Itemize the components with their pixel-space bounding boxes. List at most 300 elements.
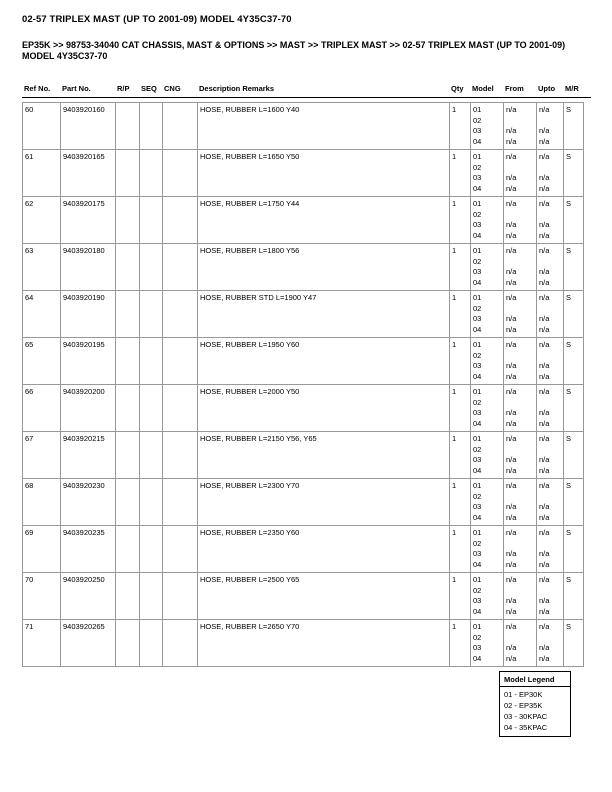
from-cell-line: n/a (506, 136, 517, 146)
from-cell-line: n/a (506, 126, 517, 135)
from-cell-line (506, 633, 535, 644)
upto-cell-line: n/a (539, 528, 550, 537)
upto-cell (537, 573, 564, 620)
ref-no-cell: 64 (23, 291, 61, 338)
upto-cell-line: n/a (539, 105, 550, 114)
from-cell-line: n/a (506, 559, 517, 569)
model-cell-line: 03 (473, 596, 482, 605)
from-cell-line: n/a (506, 314, 517, 323)
from-cell-line: n/a (506, 293, 517, 302)
ref-no-cell: 62 (23, 197, 61, 244)
from-cell-line: n/a (506, 277, 517, 287)
from-cell (504, 244, 537, 291)
from-cell-line (506, 445, 535, 456)
model-cell-line: 04 (473, 653, 482, 663)
model-cell-line: 01 (473, 340, 482, 349)
model-cell-line: 02 (473, 350, 482, 360)
model-cell-line: 04 (473, 277, 482, 287)
model-cell-line: 01 (473, 199, 482, 208)
upto-cell-line: n/a (539, 371, 550, 381)
mr-cell: S (564, 244, 584, 291)
upto-cell-line: n/a (539, 183, 550, 193)
table-row (23, 244, 584, 291)
model-cell (471, 338, 504, 385)
cng-cell (163, 338, 198, 385)
table-row (23, 338, 584, 385)
mr-cell: S (564, 103, 584, 150)
part-no-cell: 9403920175 (61, 197, 116, 244)
upto-cell-line: n/a (539, 418, 550, 428)
model-cell-line: 04 (473, 465, 482, 475)
rp-cell (116, 479, 140, 526)
qty-cell: 1 (450, 573, 471, 620)
upto-cell-line: n/a (539, 220, 550, 229)
upto-cell (537, 526, 564, 573)
upto-cell-line: n/a (539, 246, 550, 255)
model-cell-line: 01 (473, 434, 482, 443)
seq-cell (140, 244, 163, 291)
mr-cell: S (564, 526, 584, 573)
upto-cell-line: n/a (539, 653, 550, 663)
table-row (23, 385, 584, 432)
part-no-cell: 9403920165 (61, 150, 116, 197)
col-header-upto: Upto (538, 84, 556, 93)
col-header-qty: Qty (451, 84, 464, 93)
rp-cell (116, 103, 140, 150)
from-cell-line (506, 398, 535, 409)
cng-cell (163, 291, 198, 338)
model-cell-line: 02 (473, 632, 482, 642)
ref-no-cell: 71 (23, 620, 61, 667)
upto-cell-line: n/a (539, 434, 550, 443)
mr-cell: S (564, 385, 584, 432)
model-cell-line: 02 (473, 303, 482, 313)
model-cell (471, 526, 504, 573)
from-cell-line: n/a (506, 183, 517, 193)
model-cell-line: 01 (473, 481, 482, 490)
model-cell-line: 02 (473, 538, 482, 548)
from-cell-line (506, 351, 535, 362)
ref-no-cell: 63 (23, 244, 61, 291)
from-cell (504, 479, 537, 526)
upto-cell-line: n/a (539, 314, 550, 323)
from-cell-line: n/a (506, 575, 517, 584)
legend-item-03: 03 - 30KPAC (504, 712, 548, 721)
rp-cell (116, 291, 140, 338)
model-legend-title: Model Legend (500, 672, 570, 687)
mr-cell: S (564, 432, 584, 479)
part-no-cell: 9403920190 (61, 291, 116, 338)
from-cell (504, 620, 537, 667)
ref-no-cell: 60 (23, 103, 61, 150)
model-cell-line: 01 (473, 575, 482, 584)
model-cell (471, 103, 504, 150)
ref-no-cell: 67 (23, 432, 61, 479)
seq-cell (140, 150, 163, 197)
model-cell (471, 197, 504, 244)
from-cell-line: n/a (506, 324, 517, 334)
upto-cell-line: n/a (539, 606, 550, 616)
model-cell-line: 02 (473, 256, 482, 266)
model-legend (499, 671, 571, 737)
upto-cell (537, 620, 564, 667)
model-cell-line: 01 (473, 293, 482, 302)
from-cell-line: n/a (506, 230, 517, 240)
model-cell-line: 03 (473, 361, 482, 370)
from-cell-line: n/a (506, 246, 517, 255)
upto-cell-line: n/a (539, 408, 550, 417)
from-cell-line (506, 539, 535, 550)
model-cell-line: 01 (473, 387, 482, 396)
upto-cell-line: n/a (539, 455, 550, 464)
part-no-cell: 9403920265 (61, 620, 116, 667)
model-cell-line: 03 (473, 314, 482, 323)
seq-cell (140, 103, 163, 150)
from-cell-line: n/a (506, 549, 517, 558)
upto-cell (537, 338, 564, 385)
rp-cell (116, 338, 140, 385)
parts-table-area (22, 84, 591, 667)
qty-cell: 1 (450, 103, 471, 150)
description-cell: HOSE, RUBBER L=2300 Y70 (198, 479, 450, 526)
rp-cell (116, 573, 140, 620)
from-cell-line: n/a (506, 622, 517, 631)
part-no-cell: 9403920235 (61, 526, 116, 573)
rp-cell (116, 620, 140, 667)
legend-item-01: 01 - EP30K (504, 690, 543, 699)
from-cell-line: n/a (506, 643, 517, 652)
mr-cell: S (564, 620, 584, 667)
rp-cell (116, 244, 140, 291)
from-cell-line: n/a (506, 502, 517, 511)
cng-cell (163, 244, 198, 291)
model-cell-line: 01 (473, 622, 482, 631)
model-cell (471, 385, 504, 432)
table-row (23, 103, 584, 150)
upto-cell-line: n/a (539, 340, 550, 349)
model-legend-items (500, 687, 570, 736)
part-no-cell: 9403920250 (61, 573, 116, 620)
model-cell-line: 04 (473, 606, 482, 616)
ref-no-cell: 69 (23, 526, 61, 573)
model-cell (471, 620, 504, 667)
from-cell (504, 432, 537, 479)
rp-cell (116, 150, 140, 197)
upto-cell-line (539, 116, 562, 127)
model-cell-line: 04 (473, 512, 482, 522)
model-cell-line: 03 (473, 267, 482, 276)
parts-table-header (22, 84, 583, 94)
from-cell-line (506, 116, 535, 127)
model-cell-line: 03 (473, 173, 482, 182)
qty-cell: 1 (450, 244, 471, 291)
model-cell-line: 02 (473, 397, 482, 407)
upto-cell (537, 150, 564, 197)
parts-table (22, 102, 584, 667)
qty-cell: 1 (450, 197, 471, 244)
from-cell-line: n/a (506, 455, 517, 464)
model-cell (471, 244, 504, 291)
model-cell-line: 01 (473, 528, 482, 537)
description-cell: HOSE, RUBBER STD L=1900 Y47 (198, 291, 450, 338)
from-cell (504, 526, 537, 573)
table-row (23, 432, 584, 479)
upto-cell-line: n/a (539, 173, 550, 182)
upto-cell-line (539, 586, 562, 597)
col-header-cng: CNG (164, 84, 181, 93)
description-cell: HOSE, RUBBER L=1750 Y44 (198, 197, 450, 244)
upto-cell-line: n/a (539, 465, 550, 475)
col-header-description-remarks: Description Remarks (199, 84, 275, 93)
table-row (23, 573, 584, 620)
description-cell: HOSE, RUBBER L=2500 Y65 (198, 573, 450, 620)
ref-no-cell: 65 (23, 338, 61, 385)
from-cell-line: n/a (506, 361, 517, 370)
rp-cell (116, 526, 140, 573)
from-cell-line: n/a (506, 434, 517, 443)
seq-cell (140, 291, 163, 338)
model-cell-line: 04 (473, 230, 482, 240)
cng-cell (163, 479, 198, 526)
part-no-cell: 9403920200 (61, 385, 116, 432)
from-cell-line: n/a (506, 387, 517, 396)
ref-no-cell: 68 (23, 479, 61, 526)
model-cell-line: 04 (473, 183, 482, 193)
from-cell-line: n/a (506, 596, 517, 605)
upto-cell (537, 291, 564, 338)
model-cell-line: 03 (473, 643, 482, 652)
upto-cell-line: n/a (539, 293, 550, 302)
table-row (23, 620, 584, 667)
from-cell-line: n/a (506, 606, 517, 616)
upto-cell (537, 385, 564, 432)
cng-cell (163, 432, 198, 479)
upto-cell-line (539, 445, 562, 456)
upto-cell-line: n/a (539, 152, 550, 161)
from-cell-line (506, 257, 535, 268)
mr-cell: S (564, 573, 584, 620)
from-cell-line: n/a (506, 199, 517, 208)
model-cell-line: 02 (473, 115, 482, 125)
ref-no-cell: 61 (23, 150, 61, 197)
upto-cell (537, 197, 564, 244)
cng-cell (163, 526, 198, 573)
mr-cell: S (564, 150, 584, 197)
qty-cell: 1 (450, 338, 471, 385)
model-cell-line: 04 (473, 136, 482, 146)
page-title: 02-57 TRIPLEX MAST (UP TO 2001-09) MODEL 4Y35C37-70 (22, 14, 292, 25)
part-no-cell: 9403920195 (61, 338, 116, 385)
from-cell (504, 103, 537, 150)
upto-cell-line: n/a (539, 126, 550, 135)
upto-cell-line (539, 304, 562, 315)
model-cell-line: 03 (473, 408, 482, 417)
qty-cell: 1 (450, 620, 471, 667)
from-cell-line: n/a (506, 267, 517, 276)
from-cell-line: n/a (506, 105, 517, 114)
part-no-cell: 9403920230 (61, 479, 116, 526)
description-cell: HOSE, RUBBER L=1950 Y60 (198, 338, 450, 385)
description-cell: HOSE, RUBBER L=2000 Y50 (198, 385, 450, 432)
from-cell-line: n/a (506, 465, 517, 475)
qty-cell: 1 (450, 432, 471, 479)
model-cell-line: 04 (473, 324, 482, 334)
description-cell: HOSE, RUBBER L=1600 Y40 (198, 103, 450, 150)
model-cell-line: 04 (473, 371, 482, 381)
upto-cell-line: n/a (539, 277, 550, 287)
upto-cell-line (539, 633, 562, 644)
from-cell (504, 197, 537, 244)
model-cell-line: 03 (473, 455, 482, 464)
ref-no-cell: 70 (23, 573, 61, 620)
qty-cell: 1 (450, 150, 471, 197)
upto-cell-line: n/a (539, 559, 550, 569)
upto-cell (537, 479, 564, 526)
upto-cell-line: n/a (539, 387, 550, 396)
model-cell-line: 01 (473, 105, 482, 114)
from-cell-line: n/a (506, 528, 517, 537)
from-cell (504, 338, 537, 385)
from-cell-line: n/a (506, 418, 517, 428)
upto-cell-line: n/a (539, 136, 550, 146)
model-cell-line: 02 (473, 585, 482, 595)
mr-cell: S (564, 291, 584, 338)
from-cell-line: n/a (506, 371, 517, 381)
upto-cell-line (539, 539, 562, 550)
upto-cell-line: n/a (539, 596, 550, 605)
col-header-part-no: Part No. (62, 84, 91, 93)
upto-cell (537, 244, 564, 291)
qty-cell: 1 (450, 385, 471, 432)
cng-cell (163, 620, 198, 667)
model-cell-line: 03 (473, 220, 482, 229)
seq-cell (140, 432, 163, 479)
model-cell-line: 03 (473, 502, 482, 511)
model-cell-line: 01 (473, 246, 482, 255)
col-header-model: Model (472, 84, 494, 93)
from-cell-line: n/a (506, 220, 517, 229)
rp-cell (116, 197, 140, 244)
cng-cell (163, 103, 198, 150)
model-cell-line: 02 (473, 444, 482, 454)
model-cell (471, 150, 504, 197)
part-no-cell: 9403920160 (61, 103, 116, 150)
from-cell-line (506, 492, 535, 503)
mr-cell: S (564, 197, 584, 244)
rp-cell (116, 432, 140, 479)
upto-cell-line (539, 398, 562, 409)
breadcrumb: EP35K >> 98753-34040 CAT CHASSIS, MAST & OPTIONS >> MAST >> TRIPLEX MAST >> 02-57 TRIPLEX MAST (UP TO 2001-09) MODEL 4Y35C37-70 (22, 40, 566, 61)
table-row (23, 479, 584, 526)
from-cell-line (506, 304, 535, 315)
from-cell (504, 573, 537, 620)
from-cell-line: n/a (506, 653, 517, 663)
model-cell-line: 02 (473, 209, 482, 219)
mr-cell: S (564, 338, 584, 385)
table-row (23, 291, 584, 338)
part-no-cell: 9403920180 (61, 244, 116, 291)
cng-cell (163, 150, 198, 197)
seq-cell (140, 197, 163, 244)
model-cell-line: 01 (473, 152, 482, 161)
from-cell-line: n/a (506, 481, 517, 490)
upto-cell (537, 432, 564, 479)
legend-item-02: 02 - EP35K (504, 701, 543, 710)
col-header-ref-no: Ref No. (24, 84, 51, 93)
from-cell-line (506, 210, 535, 221)
upto-cell-line: n/a (539, 622, 550, 631)
table-header-rule (22, 84, 591, 98)
seq-cell (140, 385, 163, 432)
upto-cell (537, 103, 564, 150)
from-cell-line: n/a (506, 408, 517, 417)
seq-cell (140, 526, 163, 573)
description-cell: HOSE, RUBBER L=2650 Y70 (198, 620, 450, 667)
col-header-seq: SEQ (141, 84, 157, 93)
upto-cell-line (539, 492, 562, 503)
upto-cell-line: n/a (539, 361, 550, 370)
upto-cell-line: n/a (539, 230, 550, 240)
model-cell-line: 02 (473, 491, 482, 501)
col-header-mr: M/R (565, 84, 579, 93)
model-cell-line: 04 (473, 559, 482, 569)
seq-cell (140, 479, 163, 526)
upto-cell-line: n/a (539, 481, 550, 490)
upto-cell-line: n/a (539, 267, 550, 276)
part-no-cell: 9403920215 (61, 432, 116, 479)
cng-cell (163, 385, 198, 432)
from-cell (504, 385, 537, 432)
from-cell-line (506, 163, 535, 174)
ref-no-cell: 66 (23, 385, 61, 432)
col-header-rp: R/P (117, 84, 130, 93)
table-row (23, 150, 584, 197)
upto-cell-line: n/a (539, 324, 550, 334)
qty-cell: 1 (450, 526, 471, 573)
cng-cell (163, 197, 198, 244)
from-cell (504, 291, 537, 338)
table-header-row (22, 84, 583, 94)
model-cell (471, 291, 504, 338)
description-cell: HOSE, RUBBER L=2150 Y56, Y65 (198, 432, 450, 479)
from-cell (504, 150, 537, 197)
cng-cell (163, 573, 198, 620)
model-cell-line: 02 (473, 162, 482, 172)
parts-table-body (23, 103, 584, 667)
model-cell (471, 432, 504, 479)
upto-cell-line: n/a (539, 575, 550, 584)
upto-cell-line: n/a (539, 502, 550, 511)
upto-cell-line (539, 351, 562, 362)
from-cell-line: n/a (506, 512, 517, 522)
seq-cell (140, 573, 163, 620)
rp-cell (116, 385, 140, 432)
upto-cell-line (539, 163, 562, 174)
model-cell (471, 479, 504, 526)
model-cell-line: 03 (473, 126, 482, 135)
table-row (23, 197, 584, 244)
description-cell: HOSE, RUBBER L=2350 Y60 (198, 526, 450, 573)
mr-cell: S (564, 479, 584, 526)
description-cell: HOSE, RUBBER L=1650 Y50 (198, 150, 450, 197)
seq-cell (140, 620, 163, 667)
description-cell: HOSE, RUBBER L=1800 Y56 (198, 244, 450, 291)
qty-cell: 1 (450, 479, 471, 526)
upto-cell-line: n/a (539, 643, 550, 652)
from-cell-line: n/a (506, 173, 517, 182)
from-cell-line (506, 586, 535, 597)
from-cell-line: n/a (506, 152, 517, 161)
